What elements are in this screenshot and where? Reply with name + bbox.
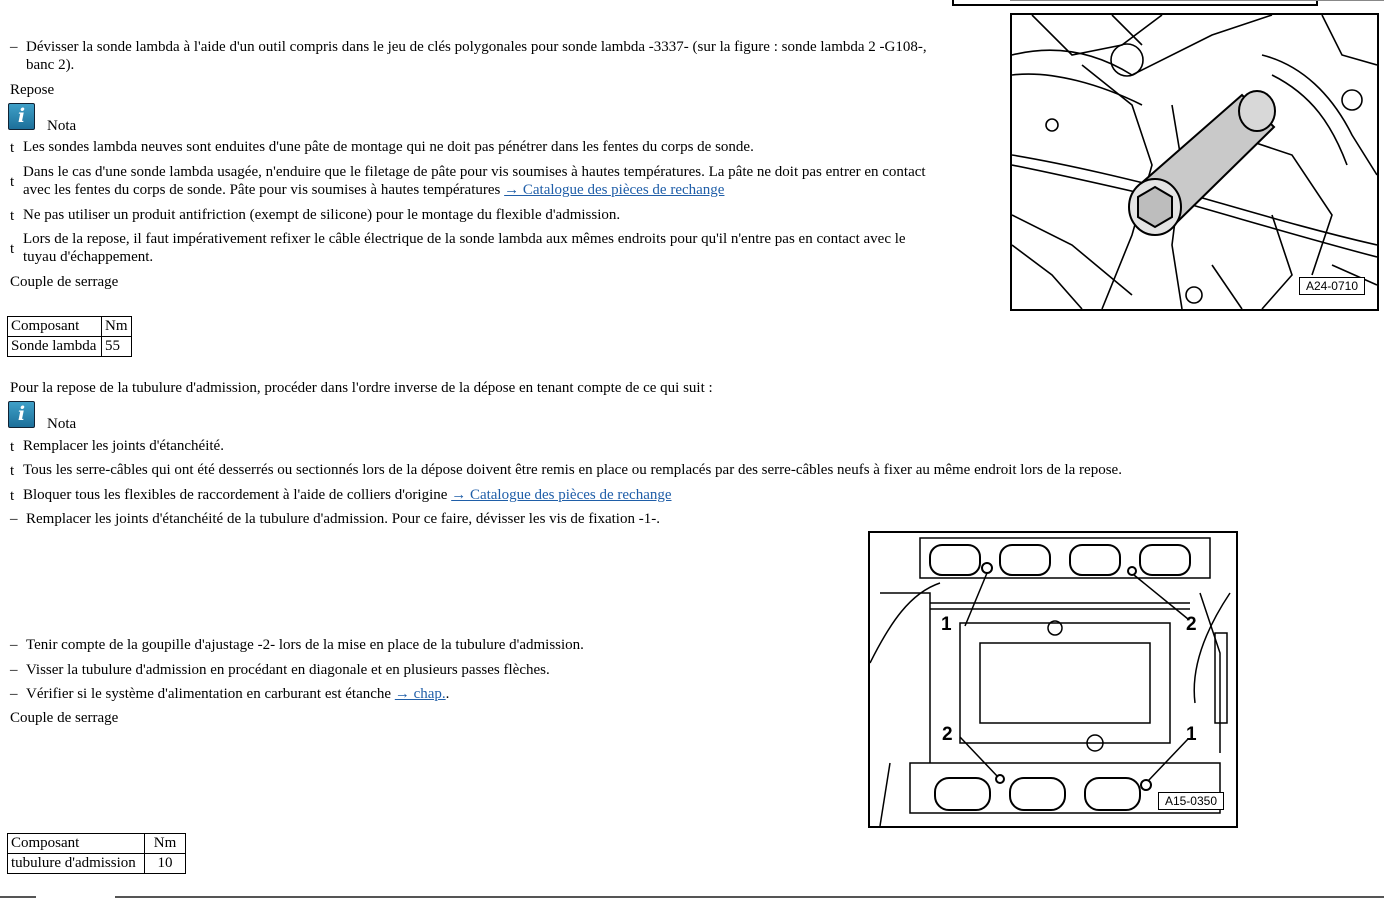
note-cable-line1: Lors de la repose, il faut impérativement refixer le câble électrique de la sonde lambda aux mêmes endroits pour qu'il n'entre pas en contact avec le <box>23 231 906 247</box>
step-dowel-pin: Tenir compte de la goupille d'ajustage -2- lors de la mise en place de la tubulure d'admission. <box>26 637 584 653</box>
torque-heading: Couple de serrage <box>10 710 119 726</box>
note-used-sensor-line1: Dans le cas d'une sonde lambda usagée, n'enduire que le filetage de pâte pour vis soumises à hautes températures. La pâte ne doit pas entrer en contact <box>23 164 926 180</box>
table-row <box>8 854 186 874</box>
bullet-marker: t <box>10 241 15 257</box>
bottom-rule-left <box>0 896 36 898</box>
torque-table-lambda <box>7 316 132 357</box>
figure-reference-label: A24-0710 <box>1299 277 1365 295</box>
nota-label: Nota <box>47 416 77 432</box>
table-cell: 55 <box>102 337 132 357</box>
bullet-marker: t <box>10 140 15 156</box>
chapter-link[interactable]: → chap. <box>394 686 446 702</box>
table-header-row <box>8 834 186 854</box>
bullet-marker: t <box>10 174 15 190</box>
dash-marker: – <box>10 39 18 55</box>
catalogue-link[interactable]: → Catalogue des pièces de rechange <box>504 182 725 198</box>
table-row <box>8 337 132 357</box>
callout-2: 2 <box>942 724 953 745</box>
nota-label: Nota <box>47 118 77 134</box>
bottom-rule <box>115 896 1384 898</box>
torque-table-intake <box>7 833 186 874</box>
table-header-cell: Nm <box>102 317 132 337</box>
callout-2: 2 <box>1186 614 1197 635</box>
table-header-row <box>8 317 132 337</box>
table-header-cell: Nm <box>145 834 186 854</box>
table-header-cell: Composant <box>8 834 145 854</box>
step-replace-intake-seals: Remplacer les joints d'étanchéité de la tubulure d'admission. Pour ce faire, dévisser les vis de fixation -1-. <box>26 511 660 527</box>
table-header-cell: Composant <box>8 317 102 337</box>
callout-1: 1 <box>1186 724 1197 745</box>
bullet-marker: t <box>10 463 15 479</box>
step-unscrew-lambda-line1: Dévisser la sonde lambda à l'aide d'un outil compris dans le jeu de clés polygonales pour sonde lambda -3337- (sur la figure : sonde lambda 2 -G108-, <box>26 39 927 55</box>
info-icon <box>8 401 35 428</box>
step-tighten-diagonal: Visser la tubulure d'admission en procédant en diagonale et en plusieurs passes flèches. <box>26 662 550 678</box>
dash-marker: – <box>10 637 18 653</box>
step-unscrew-lambda-line2: banc 2). <box>26 57 75 73</box>
note-new-sensors: Les sondes lambda neuves sont enduites d'une pâte de montage qui ne doit pas pénétrer dans les fentes du corps de sonde. <box>23 139 754 155</box>
section-heading-repose: Repose <box>10 82 55 98</box>
note-hoses: Bloquer tous les flexibles de raccordement à l'aide de colliers d'origine → Catalogue des pièces de rechange <box>23 487 672 503</box>
note-cable-ties: Tous les serre-câbles qui ont été desserrés ou sectionnés lors de la dépose doivent être remis en place ou remplacés par des serre-câbles neufs à fixer au même endroit lors de la repose. <box>23 462 1122 478</box>
dash-marker: – <box>10 662 18 678</box>
dash-marker: – <box>10 686 18 702</box>
info-icon <box>8 103 35 130</box>
catalogue-link[interactable]: → Catalogue des pièces de rechange <box>451 487 672 503</box>
dash-marker: – <box>10 511 18 527</box>
step-check-fuel-leak: Vérifier si le système d'alimentation en carburant est étanche → chap.. <box>26 686 450 702</box>
callout-1: 1 <box>941 614 952 635</box>
figure-intake-manifold <box>868 531 1238 828</box>
figure-reference-label: A15-0350 <box>1158 792 1224 810</box>
note-no-antifriction: Ne pas utiliser un produit antifriction (exempt de silicone) pour le montage du flexible d'admission. <box>23 207 621 223</box>
table-cell: tubulure d'admission <box>8 854 145 874</box>
torque-heading: Couple de serrage <box>10 274 119 290</box>
note-used-sensor-line2: avec les fentes du corps de sonde. Pâte pour vis soumises à hautes températures → Catalogue des pièces de rechange <box>23 182 725 198</box>
note-cable-line2: tuyau d'échappement. <box>23 249 154 265</box>
bullet-marker: t <box>10 488 15 504</box>
intake-intro: Pour la repose de la tubulure d'admission, procéder dans l'ordre inverse de la dépose en tenant compte de ce qui suit : <box>10 380 713 396</box>
table-cell: Sonde lambda <box>8 337 102 357</box>
bullet-marker: t <box>10 208 15 224</box>
note-replace-seals: Remplacer les joints d'étanchéité. <box>23 438 224 454</box>
intake-manifold-illustration <box>870 533 1236 826</box>
bullet-marker: t <box>10 439 15 455</box>
lambda-sensor-illustration <box>1012 15 1377 309</box>
top-rule <box>1010 0 1384 1</box>
figure-lambda-sensor-tool <box>1010 13 1379 311</box>
table-cell: 10 <box>145 854 186 874</box>
